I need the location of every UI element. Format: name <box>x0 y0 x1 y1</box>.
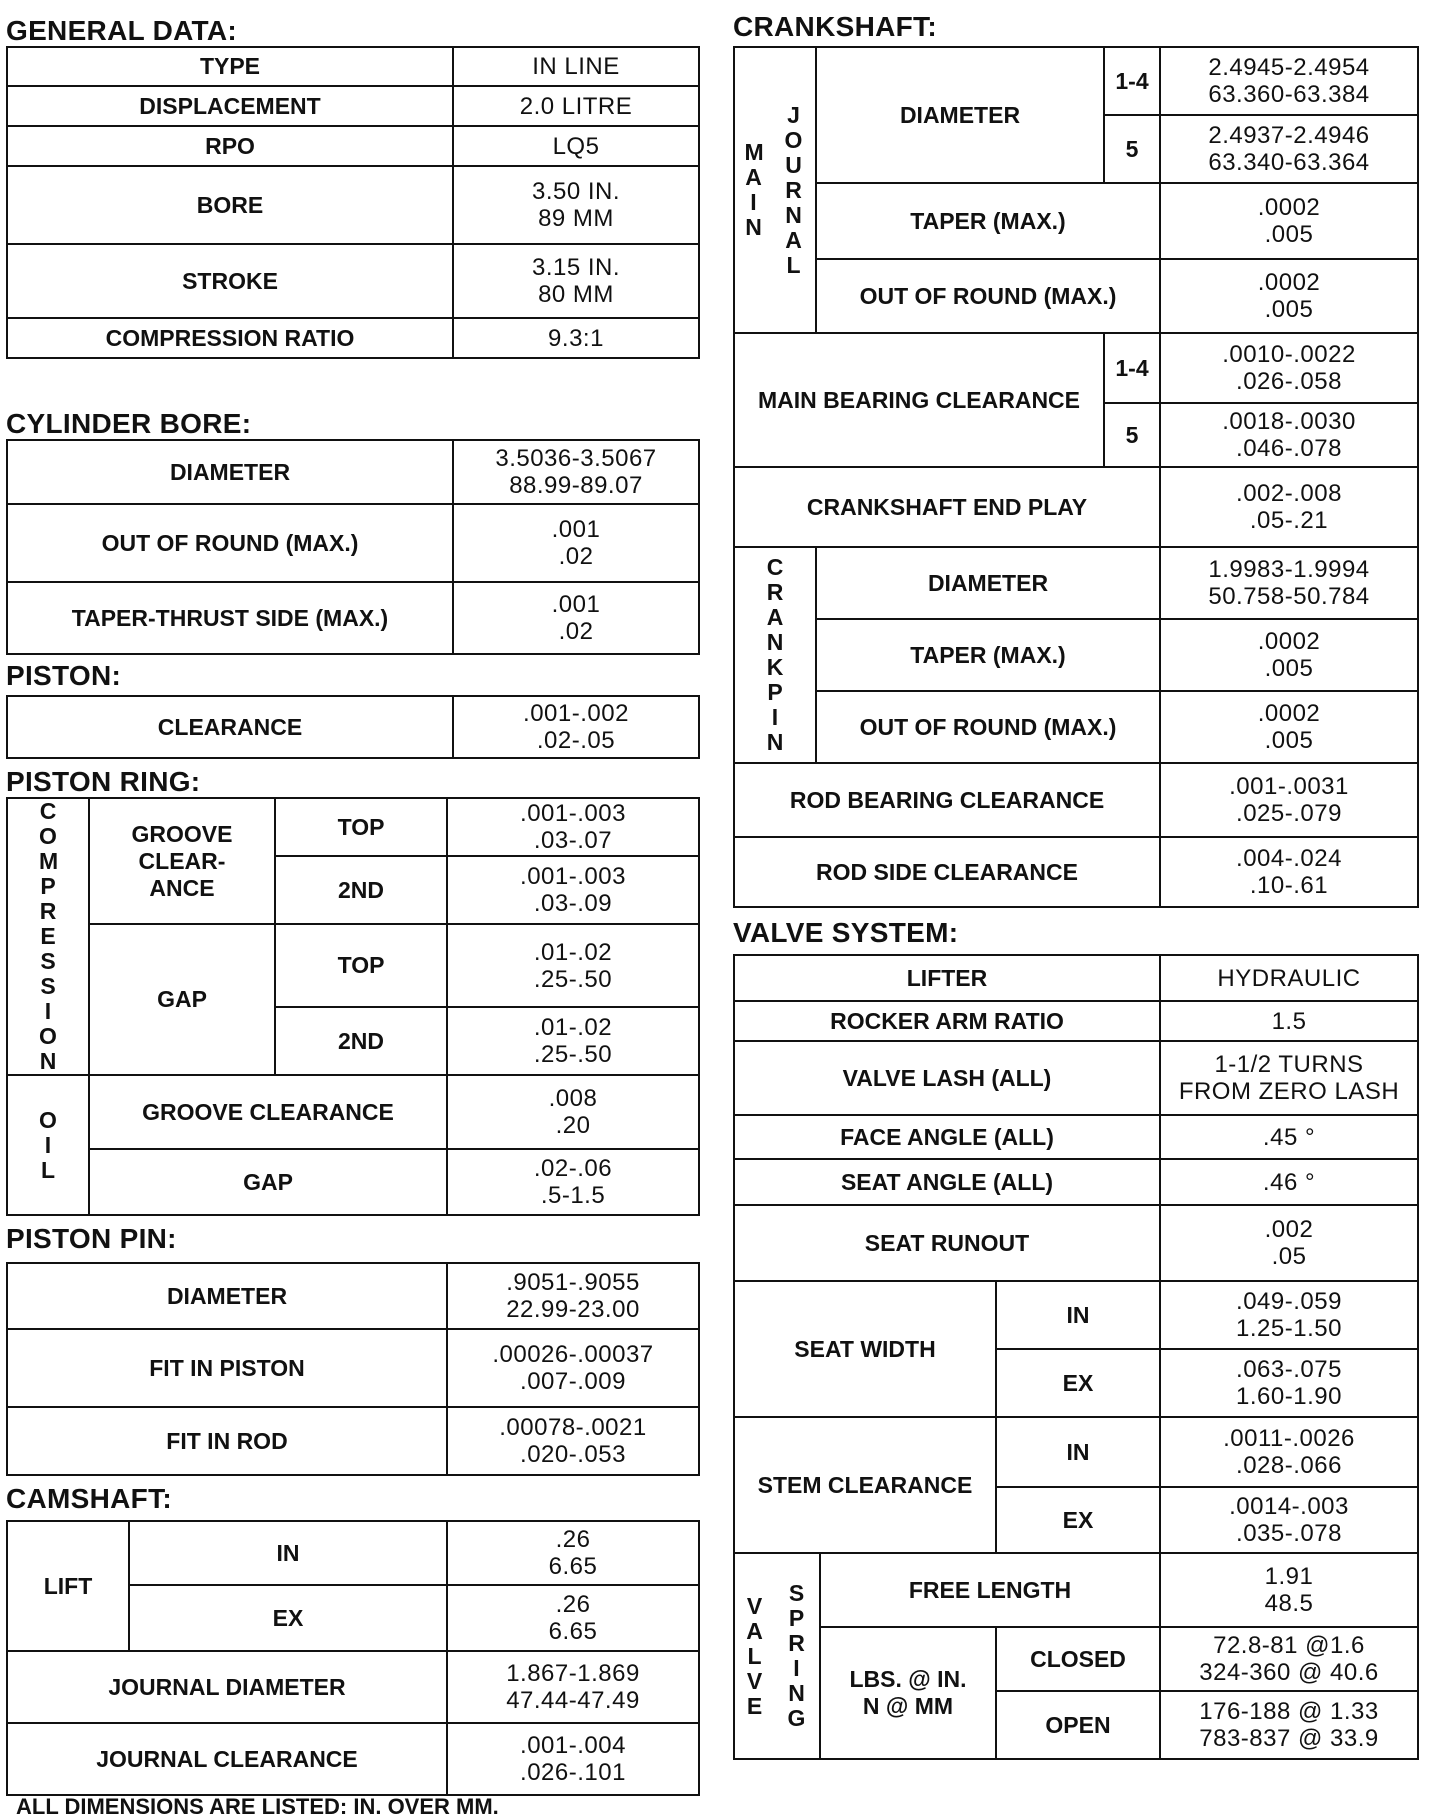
seat-width-label: SEAT WIDTH <box>734 1281 996 1417</box>
value-free-length: 1.91 48.5 <box>1160 1553 1418 1627</box>
value-lift-in: .26 6.65 <box>447 1521 699 1585</box>
value-compression-ratio: 9.3:1 <box>453 318 699 358</box>
value-groove-top: .001-.003 .03-.07 <box>447 798 699 856</box>
main-bearing-clearance-label: MAIN BEARING CLEARANCE <box>734 333 1104 467</box>
journal-1-4-label: 1-4 <box>1104 47 1160 115</box>
journal-oor-label: OUT OF ROUND (MAX.) <box>816 259 1160 333</box>
spring-vertical-label: SPRING <box>774 1553 820 1759</box>
value-seat-width-in: .049-.059 1.25-1.50 <box>1160 1281 1418 1349</box>
value-journal-dia-1-4: 2.4945-2.4954 63.360-63.384 <box>1160 47 1418 115</box>
label-type: TYPE <box>7 47 453 86</box>
label-rpo: RPO <box>7 126 453 166</box>
value-gap-2nd: .01-.02 .25-.50 <box>447 1007 699 1075</box>
table-row <box>7 582 699 654</box>
table-row <box>734 1205 1418 1281</box>
right-column <box>733 12 1433 1760</box>
table-row <box>7 126 699 166</box>
table-row <box>734 47 1418 115</box>
table-row <box>7 1329 699 1407</box>
journal-5-label: 5 <box>1104 115 1160 183</box>
general-data-table <box>6 46 700 359</box>
table-row <box>734 1041 1418 1115</box>
crankshaft-table <box>733 46 1419 908</box>
seat-angle-label: SEAT ANGLE (ALL) <box>734 1159 1160 1205</box>
label-pin-diameter: DIAMETER <box>7 1263 447 1329</box>
camshaft-table <box>6 1520 700 1796</box>
left-column <box>6 16 706 1796</box>
lbs-units-label: LBS. @ IN. N @ MM <box>820 1627 996 1759</box>
table-row <box>7 86 699 126</box>
oil-gap-label: GAP <box>89 1149 447 1215</box>
table-row <box>7 1075 699 1149</box>
gap-2nd-label: 2ND <box>275 1007 447 1075</box>
value-crankpin-diameter: 1.9983-1.9994 50.758-50.784 <box>1160 547 1418 619</box>
mbc-5-label: 5 <box>1104 403 1160 467</box>
table-row <box>734 1553 1418 1627</box>
gap-label: GAP <box>89 924 275 1075</box>
value-stroke: 3.15 IN. 80 MM <box>453 244 699 318</box>
piston-table <box>6 695 700 759</box>
table-row <box>734 1627 1418 1691</box>
table-row <box>7 1263 699 1329</box>
value-end-play: .002-.008 .05-.21 <box>1160 467 1418 547</box>
value-lift-ex: .26 6.65 <box>447 1585 699 1651</box>
rocker-arm-ratio-label: ROCKER ARM RATIO <box>734 1001 1160 1041</box>
lifter-label: LIFTER <box>734 955 1160 1001</box>
value-seat-runout: .002 .05 <box>1160 1205 1418 1281</box>
table-row <box>734 183 1418 259</box>
value-journal-taper: .0002 .005 <box>1160 183 1418 259</box>
label-bore-taper: TAPER-THRUST SIDE (MAX.) <box>7 582 453 654</box>
label-stroke: STROKE <box>7 244 453 318</box>
piston-pin-heading: PISTON PIN: <box>6 1223 177 1254</box>
table-row <box>7 318 699 358</box>
label-fit-in-piston: FIT IN PISTON <box>7 1329 447 1407</box>
stem-ex-label: EX <box>996 1487 1160 1553</box>
groove-clearance-label: GROOVE CLEAR- ANCE <box>89 798 275 924</box>
label-fit-in-rod: FIT IN ROD <box>7 1407 447 1475</box>
value-oil-groove-clearance: .008 .20 <box>447 1075 699 1149</box>
value-mbc-5: .0018-.0030 .046-.078 <box>1160 403 1418 467</box>
open-label: OPEN <box>996 1691 1160 1759</box>
mbc-1-4-label: 1-4 <box>1104 333 1160 403</box>
closed-label: CLOSED <box>996 1627 1160 1691</box>
value-lifter: HYDRAULIC <box>1160 955 1418 1001</box>
table-row <box>7 504 699 582</box>
label-journal-clearance: JOURNAL CLEARANCE <box>7 1723 447 1795</box>
label-bore: BORE <box>7 166 453 244</box>
compression-vertical-label: COMPRESSION <box>7 798 89 1075</box>
lift-ex-label: EX <box>129 1585 447 1651</box>
free-length-label: FREE LENGTH <box>820 1553 1160 1627</box>
value-journal-clearance: .001-.004 .026-.101 <box>447 1723 699 1795</box>
piston-heading: PISTON: <box>6 660 122 691</box>
table-row <box>734 547 1418 619</box>
general-data-heading: GENERAL DATA: <box>6 15 238 46</box>
table-row <box>7 1723 699 1795</box>
crankpin-oor-label: OUT OF ROUND (MAX.) <box>816 691 1160 763</box>
face-angle-label: FACE ANGLE (ALL) <box>734 1115 1160 1159</box>
table-row <box>7 1521 699 1585</box>
crankpin-taper-label: TAPER (MAX.) <box>816 619 1160 691</box>
label-displacement: DISPLACEMENT <box>7 86 453 126</box>
end-play-label: CRANKSHAFT END PLAY <box>734 467 1160 547</box>
label-compression-ratio: COMPRESSION RATIO <box>7 318 453 358</box>
piston-pin-table <box>6 1262 700 1476</box>
table-row <box>734 1281 1418 1349</box>
crankshaft-heading: CRANKSHAFT: <box>733 11 937 42</box>
groove-top-label: TOP <box>275 798 447 856</box>
table-row <box>734 1159 1418 1205</box>
stem-clearance-label: STEM CLEARANCE <box>734 1417 996 1553</box>
seat-width-ex-label: EX <box>996 1349 1160 1417</box>
piston-ring-heading: PISTON RING: <box>6 766 201 797</box>
table-row <box>734 1001 1418 1041</box>
value-bore-out-of-round: .001 .02 <box>453 504 699 582</box>
value-fit-in-piston: .00026-.00037 .007-.009 <box>447 1329 699 1407</box>
journal-vertical-label: JOURNAL <box>772 47 816 333</box>
table-row <box>7 166 699 244</box>
table-row <box>7 1651 699 1723</box>
value-seat-angle: .46 ° <box>1160 1159 1418 1205</box>
oil-vertical-label: OIL <box>7 1075 89 1215</box>
lift-in-label: IN <box>129 1521 447 1585</box>
rod-bearing-clearance-label: ROD BEARING CLEARANCE <box>734 763 1160 837</box>
cylinder-bore-table <box>6 439 700 655</box>
table-row <box>734 837 1418 907</box>
value-rod-bearing-clearance: .001-.0031 .025-.079 <box>1160 763 1418 837</box>
value-pin-diameter: .9051-.9055 22.99-23.00 <box>447 1263 699 1329</box>
value-stem-in: .0011-.0026 .028-.066 <box>1160 1417 1418 1487</box>
value-oil-gap: .02-.06 .5-1.5 <box>447 1149 699 1215</box>
table-row <box>7 924 699 1007</box>
piston-ring-table <box>6 797 700 1216</box>
value-closed: 72.8-81 @1.6 324-360 @ 40.6 <box>1160 1627 1418 1691</box>
oil-groove-clearance-label: GROOVE CLEARANCE <box>89 1075 447 1149</box>
value-open: 176-188 @ 1.33 783-837 @ 33.9 <box>1160 1691 1418 1759</box>
value-rpo: LQ5 <box>453 126 699 166</box>
value-valve-lash: 1-1/2 TURNS FROM ZERO LASH <box>1160 1041 1418 1115</box>
value-groove-2nd: .001-.003 .03-.09 <box>447 856 699 924</box>
value-rod-side-clearance: .004-.024 .10-.61 <box>1160 837 1418 907</box>
valve-system-table <box>733 954 1419 1760</box>
footer-note: ALL DIMENSIONS ARE LISTED: IN. OVER MM. <box>16 1794 499 1819</box>
value-face-angle: .45 ° <box>1160 1115 1418 1159</box>
table-row <box>734 763 1418 837</box>
lift-label: LIFT <box>7 1521 129 1651</box>
table-row <box>734 691 1418 763</box>
valve-system-heading: VALVE SYSTEM: <box>733 917 959 948</box>
value-type: IN LINE <box>453 47 699 86</box>
seat-width-in-label: IN <box>996 1281 1160 1349</box>
table-row <box>7 798 699 856</box>
table-row <box>7 440 699 504</box>
valve-lash-label: VALVE LASH (ALL) <box>734 1041 1160 1115</box>
journal-diameter-label: DIAMETER <box>816 47 1104 183</box>
table-row <box>734 1115 1418 1159</box>
camshaft-heading: CAMSHAFT: <box>6 1483 173 1514</box>
journal-taper-label: TAPER (MAX.) <box>816 183 1160 259</box>
value-fit-in-rod: .00078-.0021 .020-.053 <box>447 1407 699 1475</box>
label-journal-diameter: JOURNAL DIAMETER <box>7 1651 447 1723</box>
value-crankpin-taper: .0002 .005 <box>1160 619 1418 691</box>
value-journal-diameter: 1.867-1.869 47.44-47.49 <box>447 1651 699 1723</box>
label-bore-out-of-round: OUT OF ROUND (MAX.) <box>7 504 453 582</box>
table-row <box>734 259 1418 333</box>
value-journal-oor: .0002 .005 <box>1160 259 1418 333</box>
valve-vertical-label: VALVE <box>734 1553 774 1759</box>
stem-in-label: IN <box>996 1417 1160 1487</box>
value-rocker-arm-ratio: 1.5 <box>1160 1001 1418 1041</box>
table-row <box>7 696 699 758</box>
gap-top-label: TOP <box>275 924 447 1007</box>
seat-runout-label: SEAT RUNOUT <box>734 1205 1160 1281</box>
table-row <box>734 467 1418 547</box>
value-seat-width-ex: .063-.075 1.60-1.90 <box>1160 1349 1418 1417</box>
groove-2nd-label: 2ND <box>275 856 447 924</box>
value-bore-diameter: 3.5036-3.5067 88.99-89.07 <box>453 440 699 504</box>
table-row <box>734 333 1418 403</box>
table-row <box>7 244 699 318</box>
label-bore-diameter: DIAMETER <box>7 440 453 504</box>
value-mbc-1-4: .0010-.0022 .026-.058 <box>1160 333 1418 403</box>
table-row <box>734 619 1418 691</box>
table-row <box>734 1417 1418 1487</box>
value-crankpin-oor: .0002 .005 <box>1160 691 1418 763</box>
cylinder-bore-heading: CYLINDER BORE: <box>6 408 252 439</box>
crankpin-diameter-label: DIAMETER <box>816 547 1160 619</box>
table-row <box>7 47 699 86</box>
crankpin-vertical-label: CRANKPIN <box>734 547 816 763</box>
value-bore: 3.50 IN. 89 MM <box>453 166 699 244</box>
value-bore-taper: .001 .02 <box>453 582 699 654</box>
main-vertical-label: MAIN <box>734 47 772 333</box>
table-row <box>7 1407 699 1475</box>
value-piston-clearance: .001-.002 .02-.05 <box>453 696 699 758</box>
value-stem-ex: .0014-.003 .035-.078 <box>1160 1487 1418 1553</box>
value-journal-dia-5: 2.4937-2.4946 63.340-63.364 <box>1160 115 1418 183</box>
table-row <box>7 1149 699 1215</box>
value-displacement: 2.0 LITRE <box>453 86 699 126</box>
label-piston-clearance: CLEARANCE <box>7 696 453 758</box>
table-row <box>734 955 1418 1001</box>
rod-side-clearance-label: ROD SIDE CLEARANCE <box>734 837 1160 907</box>
value-gap-top: .01-.02 .25-.50 <box>447 924 699 1007</box>
